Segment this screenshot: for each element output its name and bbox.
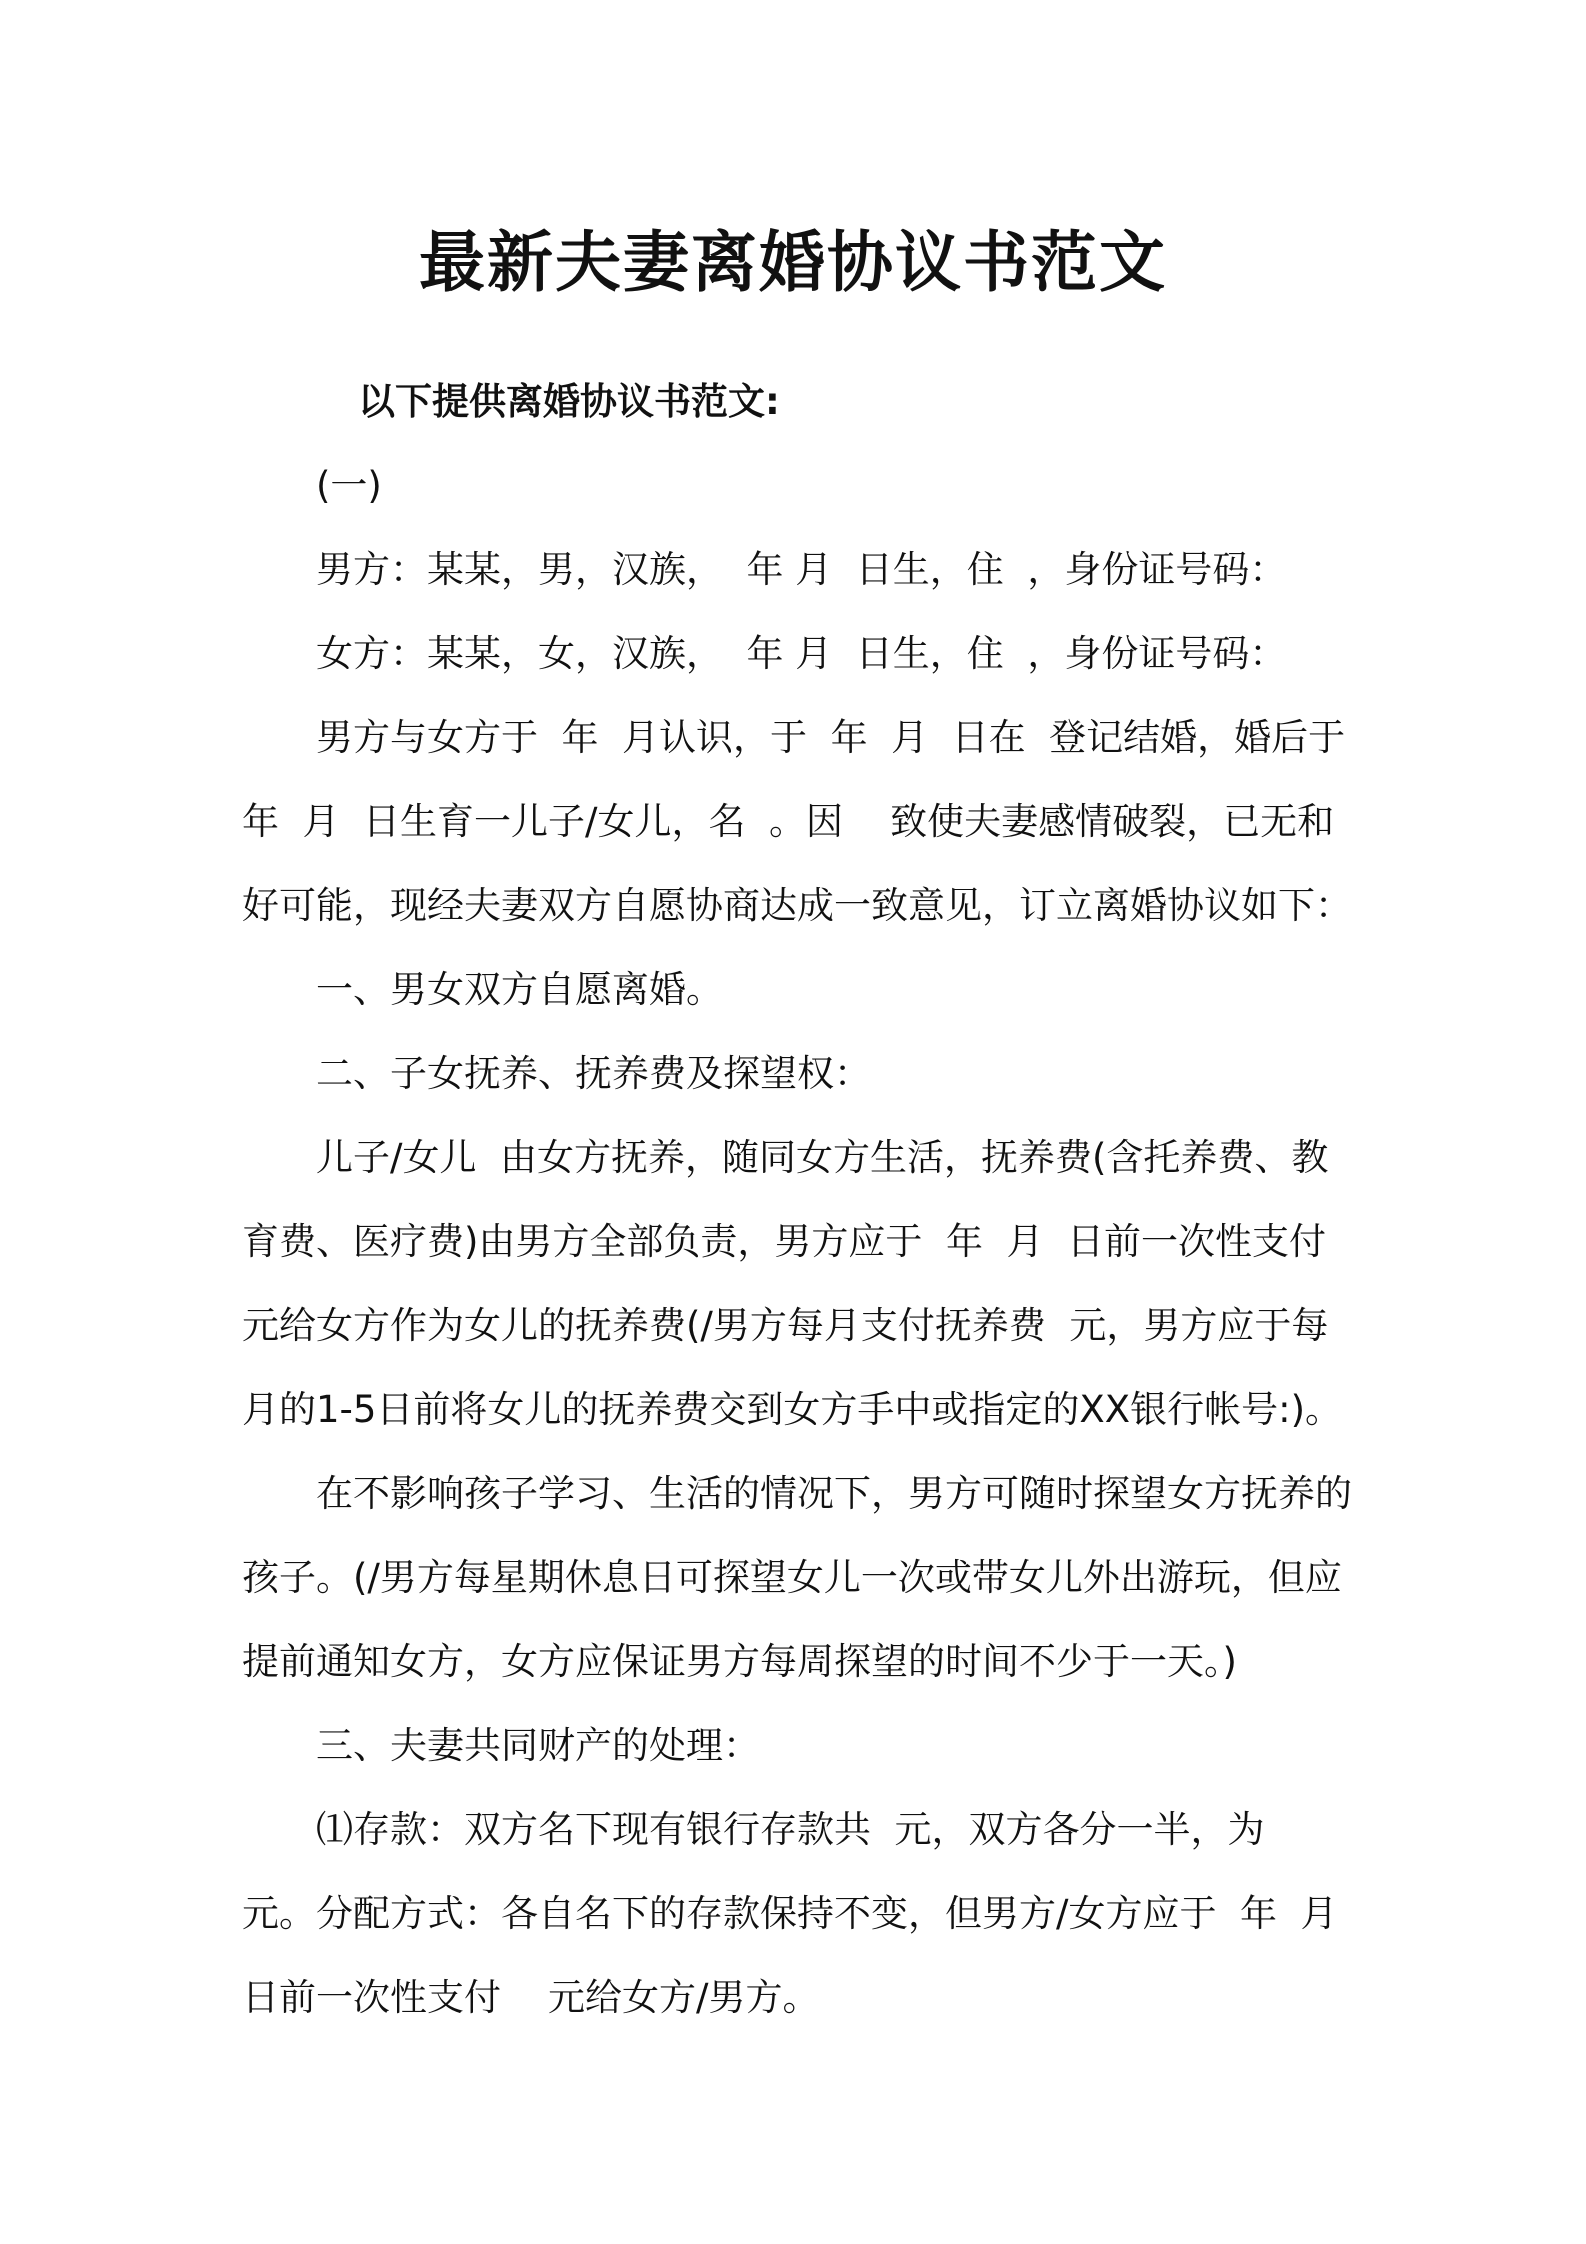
female-party-info: 女方：某某，女，汉族， 年 月 日生，住 ，身份证号码：	[316, 632, 1287, 675]
visitation-paragraph: 在不影响孩子学习、生活的情况下，男方可随时探望女方抚养的孩子。(/男方每星期休息日可探望女儿一次或带女儿外出游玩，但应提前通知女方，女方应保证男方每周探望的时间不少于一天。)	[242, 1472, 1352, 1683]
marriage-background-paragraph: 男方与女方于 年 月认识，于 年 月 日在 登记结婚，婚后于 年 月 日生育一儿子/女儿，名 。因 致使夫妻感情破裂，已无和好可能，现经夫妻双方自愿协商达成一致意见，订立离婚协议如下：	[242, 716, 1369, 927]
deposit-paragraph: ⑴存款：双方名下现有银行存款共 元，双方各分一半，为 元。分配方式：各自名下的存款保持不变，但男方/女方应于 年 月 日前一次性支付 元给女方/男方。	[242, 1808, 1362, 2019]
clause-three-heading: 三、夫妻共同财产的处理：	[316, 1724, 760, 1767]
document-title: 最新夫妻离婚协议书范文	[419, 224, 1167, 301]
document-body	[242, 360, 1369, 2040]
intro-paragraph: 以下提供离婚协议书范文:	[358, 380, 780, 423]
male-party-info: 男方：某某，男，汉族， 年 月 日生，住 ，身份证号码：	[316, 548, 1287, 591]
clause-one: 一、男女双方自愿离婚。	[316, 968, 723, 1011]
section-marker: (一)	[316, 464, 382, 507]
clause-two-heading: 二、子女抚养、抚养费及探望权：	[316, 1052, 871, 1095]
child-support-paragraph: 儿子/女儿 由女方抚养，随同女方生活，抚养费(含托养费、教育费、医疗费)由男方全部负责，男方应于 年 月 日前一次性支付 元给女方作为女儿的抚养费(/男方每月支付抚养费 元，男方应于每月的1-5日前将女儿的抚养费交到女方手中或指定的XX银行帐号:)。	[242, 1136, 1350, 1431]
